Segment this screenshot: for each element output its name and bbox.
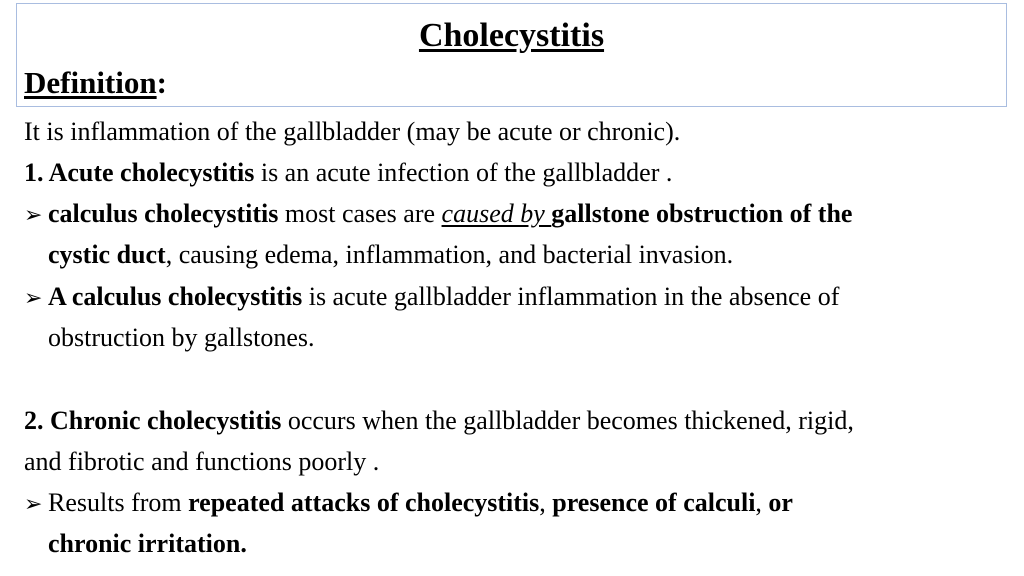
repeated-attacks-text: repeated attacks of cholecystitis xyxy=(188,488,540,517)
bullet-arrow-icon: ➢ xyxy=(24,285,43,310)
gallstone-obstruction-text: gallstone obstruction of the xyxy=(551,199,853,228)
or-text: or xyxy=(768,488,793,517)
acalculus-bold: A calculus cholecystitis xyxy=(48,282,303,311)
acalculus-bullet-line1 xyxy=(24,282,1004,313)
calculus-bullet-line1 xyxy=(24,199,1004,230)
bullet-arrow-icon: ➢ xyxy=(24,491,43,516)
acute-line xyxy=(24,158,1004,188)
slide-title: Cholecystitis xyxy=(418,17,605,54)
definition-colon: : xyxy=(156,65,167,100)
acalculus-text1: is acute gallbladder inflammation in the absence of xyxy=(302,282,840,311)
results-bullet-line1 xyxy=(24,488,1004,519)
results-text1: Results from xyxy=(48,488,189,517)
results-sep2: , xyxy=(755,488,769,517)
chronic-text1: occurs when the gallbladder becomes thickened, rigid, xyxy=(281,406,854,435)
chronic-line1 xyxy=(24,406,1004,436)
title-box xyxy=(16,3,1007,107)
presence-calculi-text: presence of calculi xyxy=(552,488,756,517)
acalculus-bullet-line2: obstruction by gallstones. xyxy=(48,323,315,352)
caused-by-text: caused by xyxy=(441,199,552,228)
chronic-line2: and fibrotic and functions poorly . xyxy=(24,447,380,476)
definition-heading xyxy=(24,65,167,101)
bullet-arrow-icon: ➢ xyxy=(24,202,43,227)
calculus-bold: calculus cholecystitis xyxy=(48,199,279,228)
acute-text: is an acute infection of the gallbladder . xyxy=(254,158,673,187)
cystic-duct-text: cystic duct xyxy=(48,240,166,269)
chronic-heading: 2. Chronic cholecystitis xyxy=(24,406,282,435)
definition-text: It is inflammation of the gallbladder (may be acute or chronic). xyxy=(24,117,681,146)
definition-label: Definition xyxy=(24,65,157,100)
calculus-bullet-line2 xyxy=(48,240,1004,270)
calculus-text2: , causing edema, inflammation, and bacterial invasion. xyxy=(165,240,734,269)
acute-heading: 1. Acute cholecystitis xyxy=(24,158,255,187)
results-bullet-line2: chronic irritation. xyxy=(48,529,247,558)
results-sep1: , xyxy=(539,488,553,517)
calculus-text1: most cases are xyxy=(278,199,442,228)
